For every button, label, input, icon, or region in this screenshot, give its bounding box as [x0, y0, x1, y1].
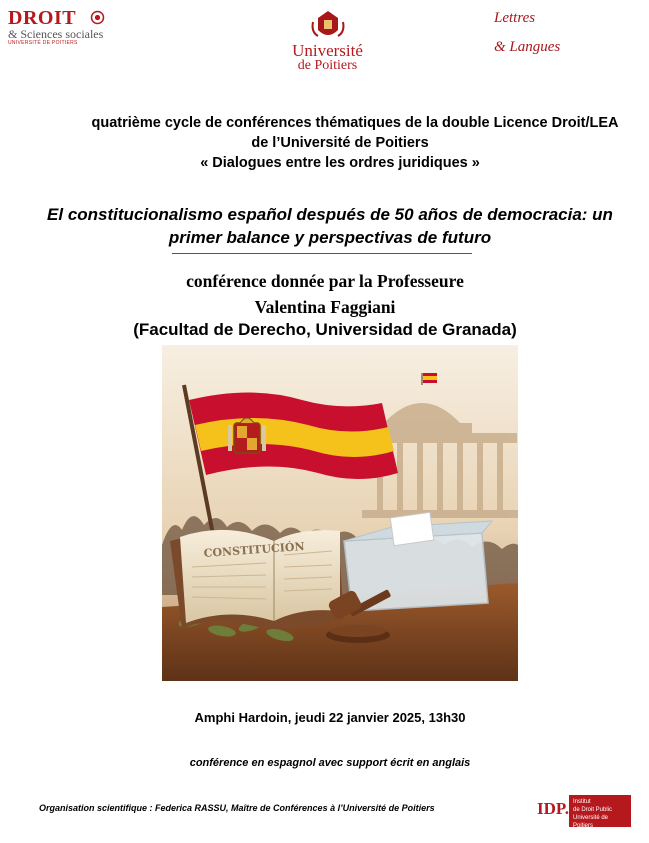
presenter-affiliation: (Facultad de Derecho, Universidad de Granada)	[133, 320, 517, 339]
venue-date: Amphi Hardoin, jeudi 22 janvier 2025, 13h30	[194, 710, 466, 725]
title-divider	[172, 253, 472, 254]
lettres-logo-line2: & Langues	[494, 39, 561, 55]
intro-block	[60, 113, 620, 173]
book-title-text: CONSTITUCIÓN	[203, 539, 305, 560]
conference-title	[40, 203, 620, 249]
idp-line3: Université de Poitiers	[573, 815, 609, 829]
spain-constitution-illustration	[162, 345, 518, 681]
intro-line3: « Dialogues entre les ordres juridiques »	[200, 155, 480, 171]
idp-line2: de Droit Public	[573, 807, 613, 813]
presenter-name: Valentina Faggiani	[254, 297, 396, 317]
droit-logo-line3: UNIVERSITÉ DE POITIERS	[8, 40, 78, 46]
title-line1: El constitucionalismo español después de 50 años de democracia: un	[47, 205, 613, 224]
idp-box	[569, 795, 631, 827]
language-note: conférence en espagnol avec support écrit en anglais	[189, 757, 471, 769]
conference-illustration	[162, 345, 518, 681]
organisation-credit: Organisation scientifique : Federica RASSU, Maître de Conférences à l’Université de Poitiers	[39, 803, 435, 813]
droit-logo	[8, 8, 118, 48]
lettres-logo-line1: Lettres	[494, 10, 536, 26]
presenter-intro: conférence donnée par la Professeure	[186, 271, 464, 291]
idp-line1: Institut	[573, 799, 591, 805]
universite-logo-line2: de Poitiers	[297, 58, 358, 73]
universite-logo	[280, 8, 375, 78]
crest-icon	[310, 8, 346, 42]
lettres-langues-logo	[494, 8, 589, 68]
universite-logo-line1: Université	[292, 41, 363, 60]
idp-abbr: IDP.	[537, 799, 569, 818]
presenter-block	[100, 268, 550, 320]
droit-logo-line2: & Sciences sociales	[8, 27, 104, 41]
intro-line1: quatrième cycle de conférences thématiques de la double Licence Droit/LEA	[91, 115, 619, 131]
rose-icon	[90, 10, 105, 25]
intro-line2: de l’Université de Poitiers	[251, 135, 429, 151]
idp-logo	[537, 795, 632, 829]
title-line2: primer balance y perspectivas de futuro	[168, 228, 492, 247]
droit-logo-line1: DROIT	[8, 7, 77, 29]
